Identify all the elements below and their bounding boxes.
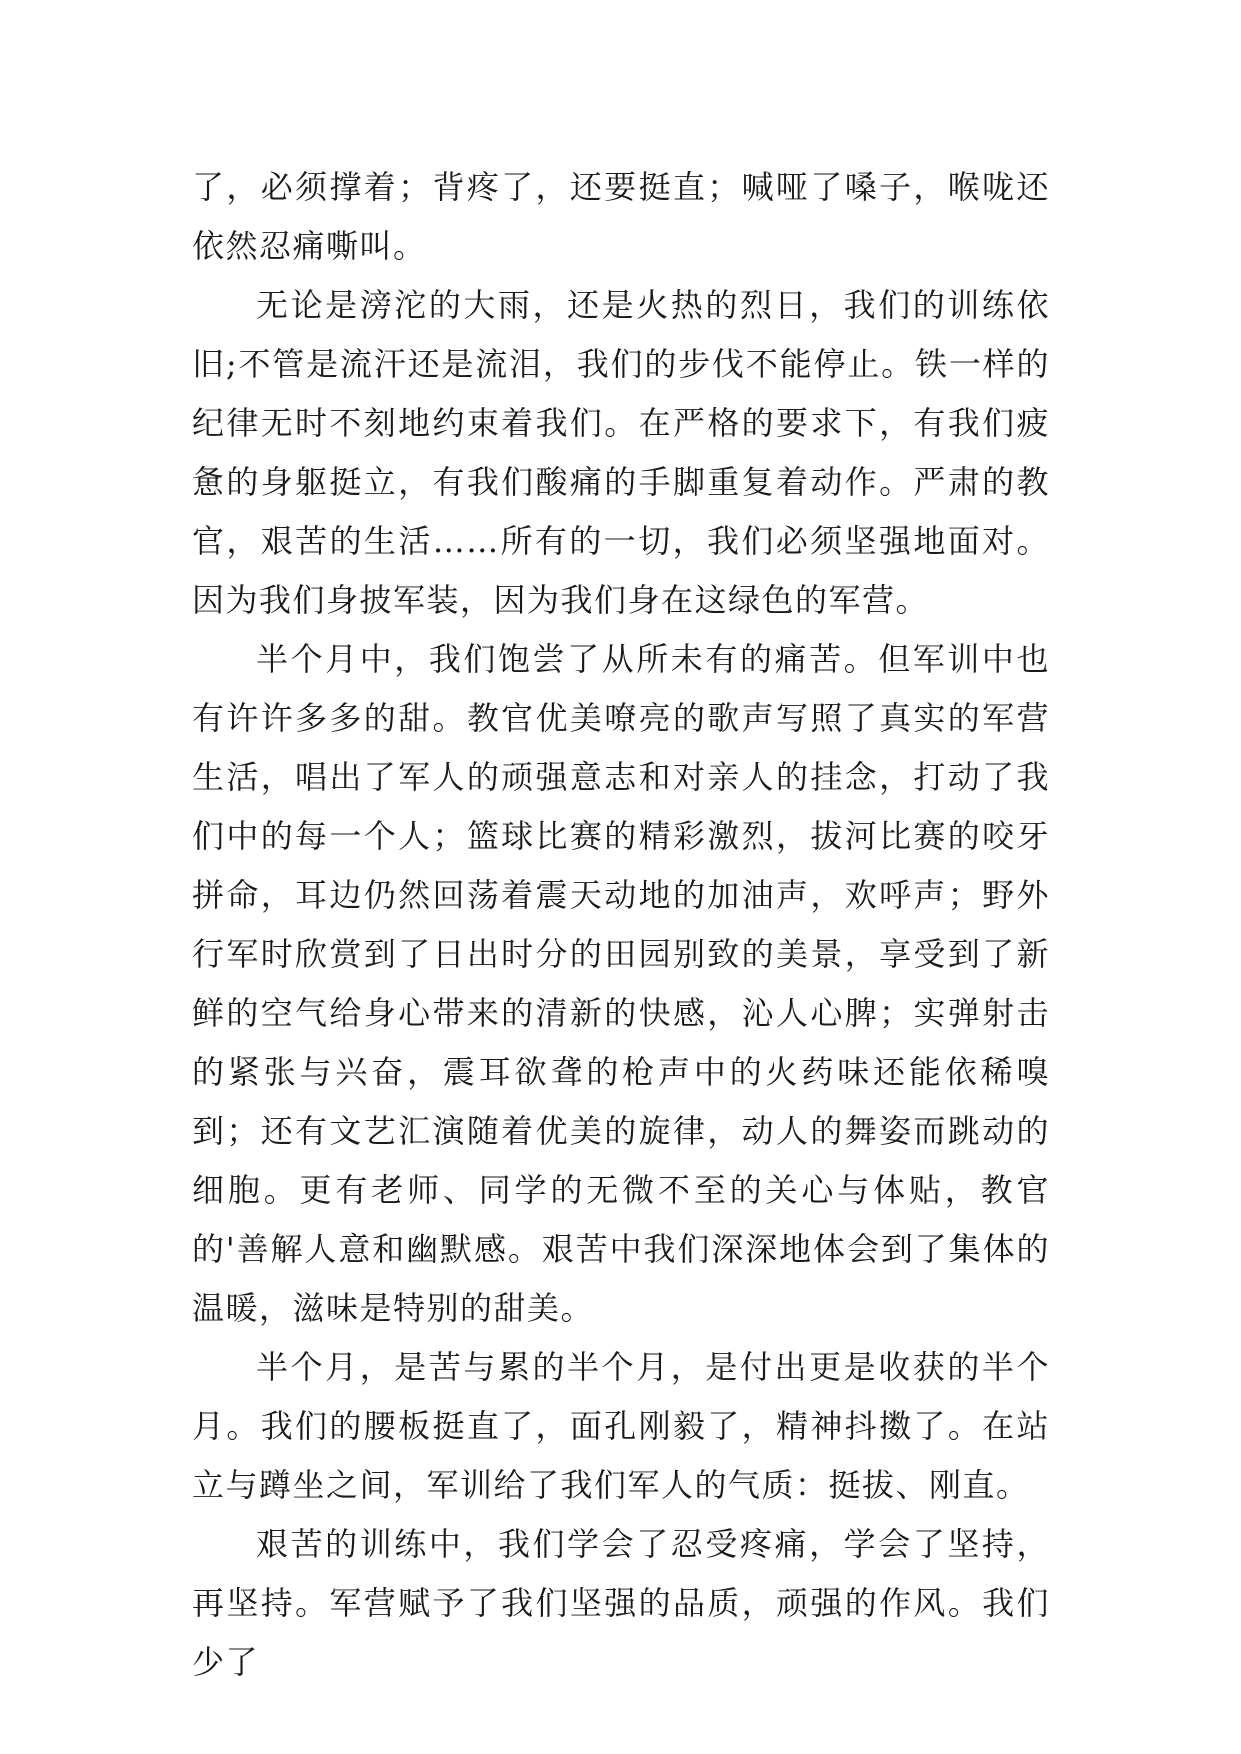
paragraph-sweet-moments: 半个月中，我们饱尝了从所未有的痛苦。但军训中也有许许多多的甜。教官优美嘹亮的歌声写照了真实的军营生活，唱出了军人的顽强意志和对亲人的挂念，打动了我们中的每一个人；篮球比赛的精彩激烈，拔河比赛的咬牙拼命，耳边仍然回荡着震天动地的加油声，欢呼声；野外行军时欣赏到了日出时分的田园别致的美景，享受到了新鲜的空气给身心带来的清新的快感，沁人心脾；实弹射击的紧张与兴奋，震耳欲聋的枪声中的火药味还能依稀嗅到；还有文艺汇演随着优美的旋律，动人的舞姿而跳动的细胞。更有老师、同学的无微不至的关心与体贴，教官的'善解人意和幽默感。艰苦中我们深深地体会到了集体的温暖，滋味是特别的甜美。: [192, 640, 1050, 1327]
paragraph-continuation: 了，必须撑着；背疼了，还要挺直；喊哑了嗓子，喉咙还依然忍痛嘶叫。: [192, 168, 1050, 265]
paragraph-half-month: 半个月，是苦与累的半个月，是付出更是收获的半个月。我们的腰板挺直了，面孔刚毅了，精神抖擞了。在站立与蹲坐之间，军训给了我们军人的气质：挺拔、刚直。: [192, 1348, 1050, 1504]
paragraph-hard-training: 艰苦的训练中，我们学会了忍受疼痛，学会了坚持，再坚持。军营赋予了我们坚强的品质，顽强的作风。我们少了: [192, 1525, 1050, 1681]
paragraph-training-conditions: 无论是滂沱的大雨，还是火热的烈日，我们的训练依旧;不管是流汗还是流泪，我们的步伐不能停止。铁一样的纪律无时不刻地约束着我们。在严格的要求下，有我们疲惫的身躯挺立，有我们酸痛的手脚重复着动作。严肃的教官，艰苦的生活……所有的一切，我们必须坚强地面对。因为我们身披军装，因为我们身在这绿色的军营。: [192, 286, 1050, 619]
document-body: [192, 158, 1050, 1692]
